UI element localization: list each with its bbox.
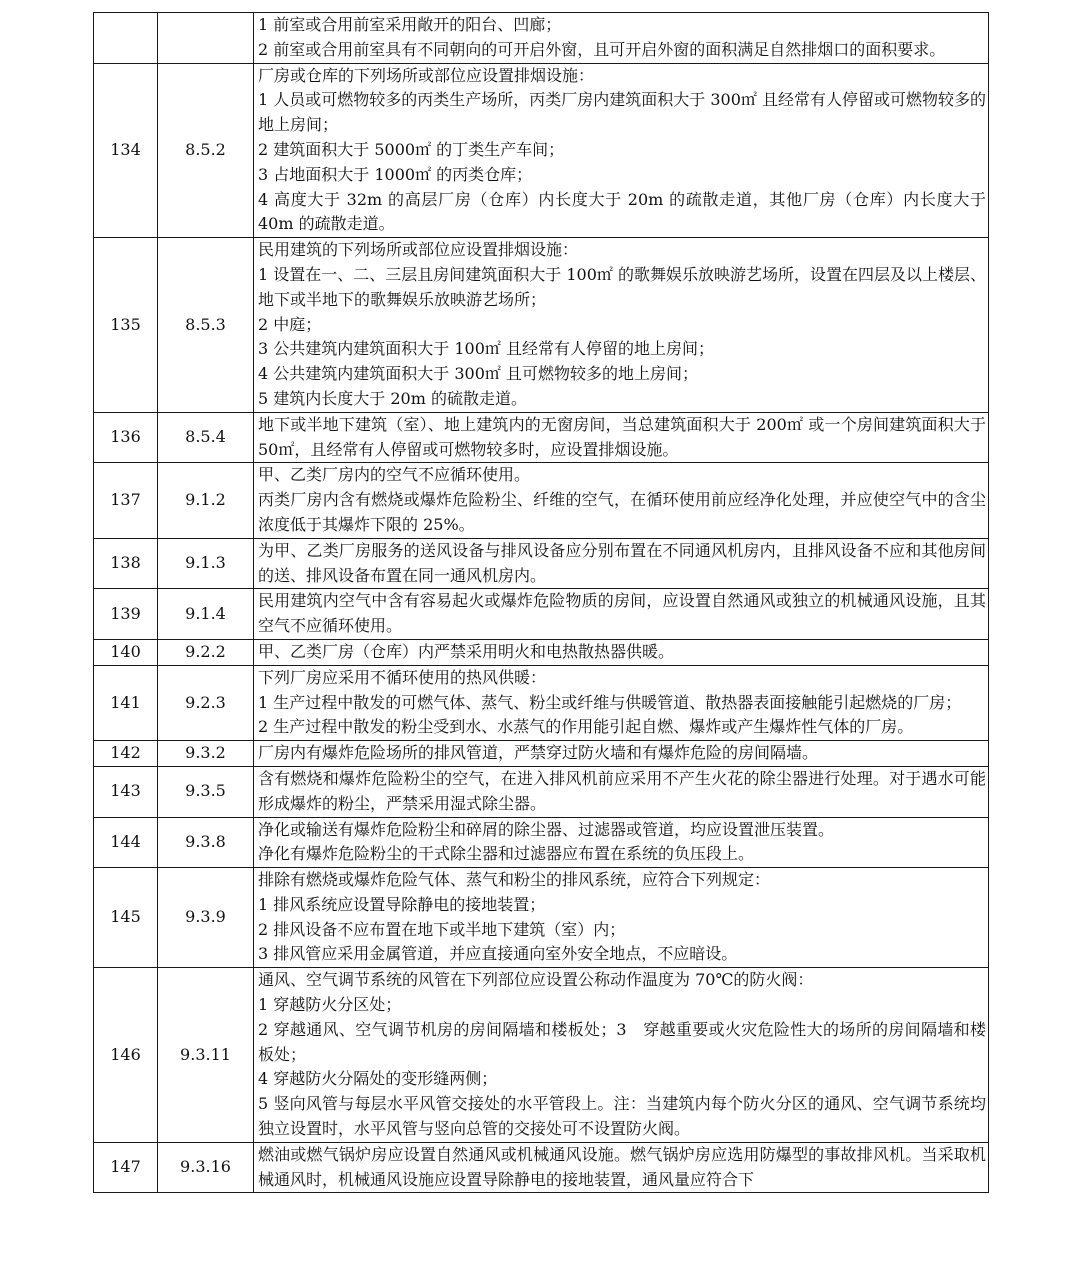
clause-line: 甲、乙类厂房内的空气不应循环使用。 <box>258 465 531 485</box>
clause-number-cell: 9.3.2 <box>158 741 254 767</box>
clause-text-cell <box>254 868 989 968</box>
clause-line: 民用建筑内空气中含有容易起火或爆炸危险物质的房间，应设置自然通风或独立的机械通风设施，且其空气不应循环使用。 <box>258 591 986 636</box>
table-row <box>94 589 989 640</box>
item-number-cell: 144 <box>94 817 158 868</box>
item-number-cell: 134 <box>94 63 158 238</box>
clause-number-cell: 9.3.8 <box>158 817 254 868</box>
clause-line: 2 穿越通风、空气调节机房的房间隔墙和楼板处；3 穿越重要或火灾危险性大的场所的房间隔墙和楼板处； <box>258 1019 986 1064</box>
table-row <box>94 868 989 968</box>
regulation-table <box>93 12 989 1193</box>
clause-line: 排除有燃烧或爆炸危险气体、蒸气和粉尘的排风系统，应符合下列规定： <box>258 870 771 890</box>
item-number-cell: 137 <box>94 463 158 538</box>
clause-line: 1 穿越防火分区处； <box>258 995 402 1015</box>
clause-line: 厂房内有爆炸危险场所的排风管道，严禁穿过防火墙和有爆炸危险的房间隔墙。 <box>258 743 819 763</box>
clause-text-cell <box>254 238 989 413</box>
clause-line: 地下或半地下建筑（室）、地上建筑内的无窗房间，当总建筑面积大于 200㎡ 或一个房间建筑面积大于 50㎡，且经常有人停留或可燃物较多时，应设置排烟设施。 <box>258 414 986 459</box>
item-number-cell: 139 <box>94 589 158 640</box>
clause-line: 1 设置在一、二、三层且房间建筑面积大于 100㎡ 的歌舞娱乐放映游艺场所，设置在四层及以上楼层、地下或半地下的歌舞娱乐放映游艺场所； <box>258 264 986 309</box>
clause-line: 下列厂房应采用不循环使用的热风供暖： <box>258 667 547 687</box>
clause-line: 3 占地面积大于 1000㎡ 的丙类仓库； <box>258 164 533 184</box>
item-number-cell: 138 <box>94 538 158 589</box>
table-row <box>94 238 989 413</box>
clause-line: 1 生产过程中散发的可燃气体、蒸气、粉尘或纤维与供暖管道、散热器表面接触能引起燃烧的厂房； <box>258 692 962 712</box>
clause-text-cell <box>254 13 989 64</box>
clause-number-cell: 9.1.4 <box>158 589 254 640</box>
clause-number-cell: 9.1.2 <box>158 463 254 538</box>
clause-line: 含有燃烧和爆炸危险粉尘的空气，在进入排风机前应采用不产生火花的除尘器进行处理。对于遇水可能形成爆炸的粉尘，严禁采用湿式除尘器。 <box>258 768 986 813</box>
clause-text-cell <box>254 639 989 665</box>
item-number-cell <box>94 13 158 64</box>
table-row <box>94 665 989 740</box>
clause-line: 2 建筑面积大于 5000㎡ 的丁类生产车间； <box>258 139 565 159</box>
clause-number-cell: 8.5.3 <box>158 238 254 413</box>
clause-line: 通风、空气调节系统的风管在下列部位应设置公称动作温度为 70℃的防火阀： <box>258 970 814 990</box>
clause-number-cell <box>158 13 254 64</box>
clause-line: 5 建筑内长度大于 20m 的硫散走道。 <box>258 388 527 408</box>
clause-line: 2 生产过程中散发的粉尘受到水、水蒸气的作用能引起自燃、爆炸或产生爆炸性气体的厂房。 <box>258 717 914 737</box>
table-row <box>94 13 989 64</box>
clause-line: 3 排风管应采用金属管道，并应直接通向室外安全地点，不应暗设。 <box>258 944 738 964</box>
clause-line: 厂房或仓库的下列场所或部位应设置排烟设施： <box>258 65 595 85</box>
clause-text-cell <box>254 1142 989 1193</box>
clause-text-cell <box>254 968 989 1143</box>
clause-line: 燃油或燃气锅炉房应设置自然通风或机械通风设施。燃气锅炉房应选用防爆型的事故排风机。当采取机械通风时，机械通风设施应设置导除静电的接地装置，通风量应符合下 <box>258 1144 986 1189</box>
table-row <box>94 412 989 463</box>
clause-line: 丙类厂房内含有燃烧或爆炸危险粉尘、纤维的空气，在循环使用前应经净化处理，并应使空气中的含尘浓度低于其爆炸下限的 25%。 <box>258 490 986 534</box>
clause-text-cell <box>254 463 989 538</box>
clause-number-cell: 9.3.9 <box>158 868 254 968</box>
clause-text-cell <box>254 589 989 640</box>
item-number-cell: 140 <box>94 639 158 665</box>
item-number-cell: 143 <box>94 766 158 817</box>
clause-line: 2 中庭； <box>258 314 322 334</box>
clause-line: 净化有爆炸危险粉尘的干式除尘器和过滤器应布置在系统的负压段上。 <box>258 844 755 864</box>
regulation-table-page <box>93 12 988 1193</box>
clause-line: 4 公共建筑内建筑面积大于 300㎡ 且可燃物较多的地上房间； <box>258 364 698 384</box>
table-row <box>94 538 989 589</box>
item-number-cell: 141 <box>94 665 158 740</box>
clause-line: 1 前室或合用前室采用敞开的阳台、凹廊； <box>258 15 562 34</box>
clause-line: 民用建筑的下列场所或部位应设置排烟设施： <box>258 240 579 260</box>
clause-text-cell <box>254 817 989 868</box>
item-number-cell: 135 <box>94 238 158 413</box>
table-row <box>94 741 989 767</box>
table-body <box>94 13 989 1193</box>
clause-text-cell <box>254 766 989 817</box>
clause-number-cell: 8.5.4 <box>158 412 254 463</box>
clause-line: 5 竖向风管与每层水平风管交接处的水平管段上。注：当建筑内每个防火分区的通风、空气调节系统均独立设置时，水平风管与竖向总管的交接处可不设置防火阀。 <box>258 1094 986 1139</box>
clause-line: 1 人员或可燃物较多的丙类生产场所，丙类厂房内建筑面积大于 300㎡ 且经常有人停留或可燃物较多的地上房间； <box>258 90 986 135</box>
clause-number-cell: 9.3.5 <box>158 766 254 817</box>
clause-line: 2 排风设备不应布置在地下或半地下建筑（室）内； <box>258 919 626 939</box>
table-row <box>94 968 989 1143</box>
clause-line: 4 穿越防火分隔处的变形缝两侧； <box>258 1069 498 1089</box>
clause-line: 甲、乙类厂房（仓库）内严禁采用明火和电热散热器供暖。 <box>258 641 675 661</box>
clause-line: 2 前室或合用前室具有不同朝向的可开启外窗，且可开启外窗的面积满足自然排烟口的面积要求。 <box>258 39 946 59</box>
clause-line: 4 高度大于 32m 的高层厂房（仓库）内长度大于 20m 的疏散走道，其他厂房（仓库）内长度大于 40m 的疏散走道。 <box>258 189 986 234</box>
clause-text-cell <box>254 63 989 238</box>
clause-number-cell: 9.3.11 <box>158 968 254 1143</box>
clause-line: 3 公共建筑内建筑面积大于 100㎡ 且经常有人停留的地上房间； <box>258 339 714 359</box>
clause-number-cell: 8.5.2 <box>158 63 254 238</box>
table-row <box>94 639 989 665</box>
item-number-cell: 146 <box>94 968 158 1143</box>
table-row <box>94 1142 989 1193</box>
item-number-cell: 136 <box>94 412 158 463</box>
clause-number-cell: 9.2.2 <box>158 639 254 665</box>
table-row <box>94 63 989 238</box>
table-row <box>94 817 989 868</box>
table-row <box>94 766 989 817</box>
clause-line: 为甲、乙类厂房服务的送风设备与排风设备应分别布置在不同通风机房内，且排风设备不应和其他房间的送、排风设备布置在同一通风机房内。 <box>258 540 986 585</box>
clause-text-cell <box>254 741 989 767</box>
clause-line: 净化或输送有爆炸危险粉尘和碎屑的除尘器、过滤器或管道，均应设置泄压装置。 <box>258 819 835 839</box>
clause-number-cell: 9.1.3 <box>158 538 254 589</box>
clause-text-cell <box>254 665 989 740</box>
clause-line: 1 排风系统应设置导除静电的接地装置； <box>258 894 546 914</box>
item-number-cell: 142 <box>94 741 158 767</box>
clause-text-cell <box>254 538 989 589</box>
clause-text-cell <box>254 412 989 463</box>
table-row <box>94 463 989 538</box>
item-number-cell: 147 <box>94 1142 158 1193</box>
item-number-cell: 145 <box>94 868 158 968</box>
clause-number-cell: 9.3.16 <box>158 1142 254 1193</box>
clause-number-cell: 9.2.3 <box>158 665 254 740</box>
